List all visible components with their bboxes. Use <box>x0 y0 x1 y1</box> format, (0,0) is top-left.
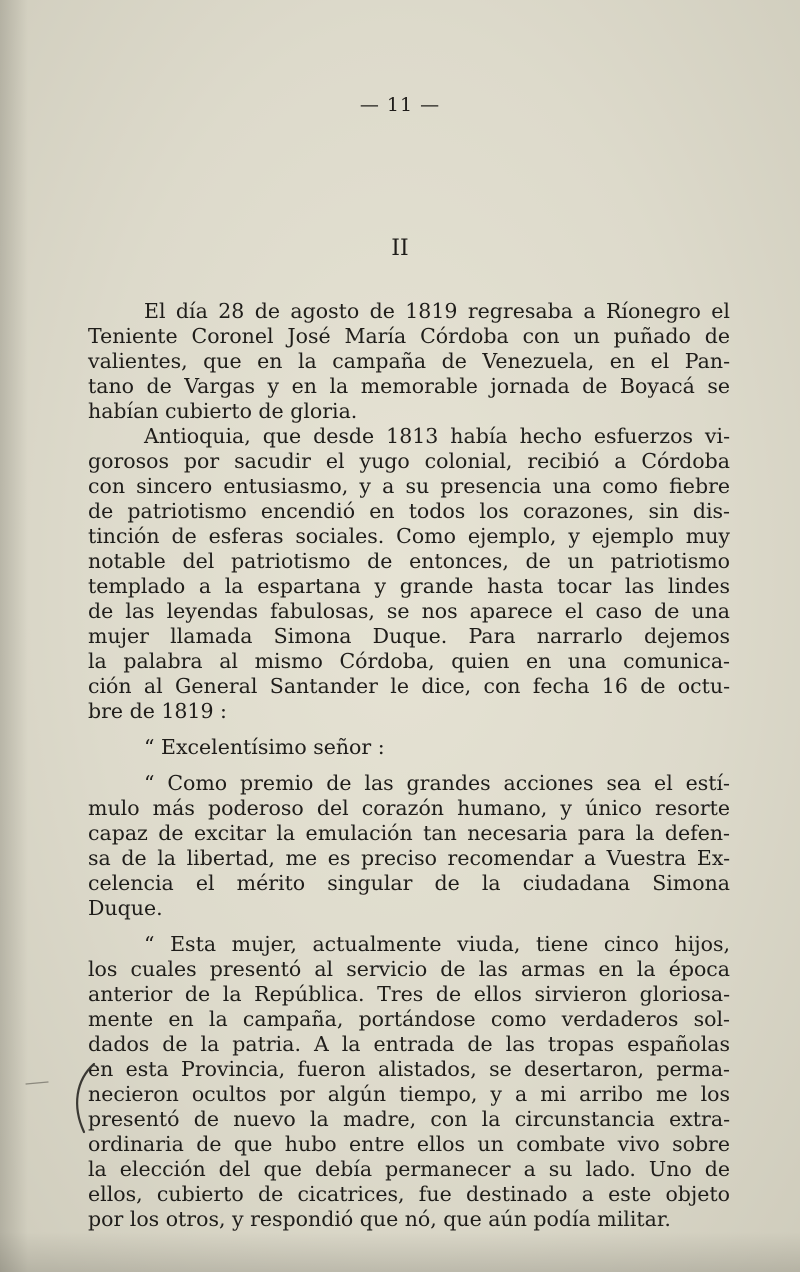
text-line: habían cubierto de gloria. <box>88 399 358 423</box>
text-line: notable del patriotismo de entonces, de un patriotismo <box>88 549 730 573</box>
text-line: ellos, cubierto de cicatrices, fue destinado a este objeto <box>88 1182 730 1206</box>
text-line: celencia el mérito singular de la ciudadana Simona <box>88 871 730 895</box>
page-bottom-shadow <box>0 1232 800 1272</box>
text-line: capaz de excitar la emulación tan necesaria para la defen- <box>88 821 730 845</box>
paragraph-3 <box>88 735 730 760</box>
text-line: tinción de esferas sociales. Como ejemplo, y ejemplo muy <box>88 524 730 548</box>
text-line: en esta Provincia, fueron alistados, se desertaron, perma- <box>88 1057 730 1081</box>
text-line: “ Esta mujer, actualmente viuda, tiene cinco hijos, <box>144 932 730 956</box>
text-line: ción al General Santander le dice, con fecha 16 de octu- <box>88 674 730 698</box>
page-edge-shadow <box>0 0 28 1272</box>
text-line: la palabra al mismo Córdoba, quien en una comunica- <box>88 649 730 673</box>
text-line: El día 28 de agosto de 1819 regresaba a Ríonegro el <box>144 299 730 323</box>
text-line: con sincero entusiasmo, y a su presencia una como fiebre <box>88 474 730 498</box>
text-line: Teniente Coronel José María Córdoba con un puñado de <box>88 324 730 348</box>
text-line: bre de 1819 : <box>88 699 227 723</box>
text-line: de patriotismo encendió en todos los corazones, sin dis- <box>88 499 730 523</box>
paragraph-4 <box>88 771 730 921</box>
text-line: mulo más poderoso del corazón humano, y único resorte <box>88 796 730 820</box>
text-line: los cuales presentó al servicio de las armas en la época <box>88 957 730 981</box>
text-line: anterior de la República. Tres de ellos sirvieron gloriosa- <box>88 982 730 1006</box>
text-line: mente en la campaña, portándose como verdaderos sol- <box>88 1007 730 1031</box>
paragraph-2 <box>88 424 730 724</box>
text-line: por los otros, y respondió que nó, que aún podía militar. <box>88 1207 671 1231</box>
text-line: “ Como premio de las grandes acciones sea el estí- <box>144 771 730 795</box>
paragraph-1 <box>88 299 730 424</box>
text-line: “ Excelentísimo señor : <box>144 735 385 759</box>
text-line: valientes, que en la campaña de Venezuela, en el Pan- <box>88 349 730 373</box>
text-line: dados de la patria. A la entrada de las tropas españolas <box>88 1032 730 1056</box>
text-line: mujer llamada Simona Duque. Para narrarlo dejemos <box>88 624 730 648</box>
text-line: presentó de nuevo la madre, con la circunstancia extra- <box>88 1107 730 1131</box>
text-line: necieron ocultos por algún tiempo, y a mi arribo me los <box>88 1082 730 1106</box>
paragraph-5 <box>88 932 730 1232</box>
text-line: de las leyendas fabulosas, se nos aparece el caso de una <box>88 599 730 623</box>
text-line: Duque. <box>88 896 163 920</box>
text-line: tano de Vargas y en la memorable jornada de Boyacá se <box>88 374 730 398</box>
text-line: Antioquia, que desde 1813 había hecho esfuerzos vi- <box>144 424 730 448</box>
text-line: sa de la libertad, me es preciso recomendar a Vuestra Ex- <box>88 846 730 870</box>
text-line: templado a la espartana y grande hasta tocar las lindes <box>88 574 730 598</box>
text-line: gorosos por sacudir el yugo colonial, recibió a Córdoba <box>88 449 730 473</box>
text-line: la elección del que debía permanecer a su lado. Uno de <box>88 1157 730 1181</box>
text-line: ordinaria de que hubo entre ellos un combate vivo sobre <box>88 1132 730 1156</box>
body-text <box>88 299 730 1232</box>
page-number: — 11 — <box>359 94 441 116</box>
chapter-heading: II <box>391 236 409 261</box>
pencil-bracket-mark <box>66 1058 106 1138</box>
